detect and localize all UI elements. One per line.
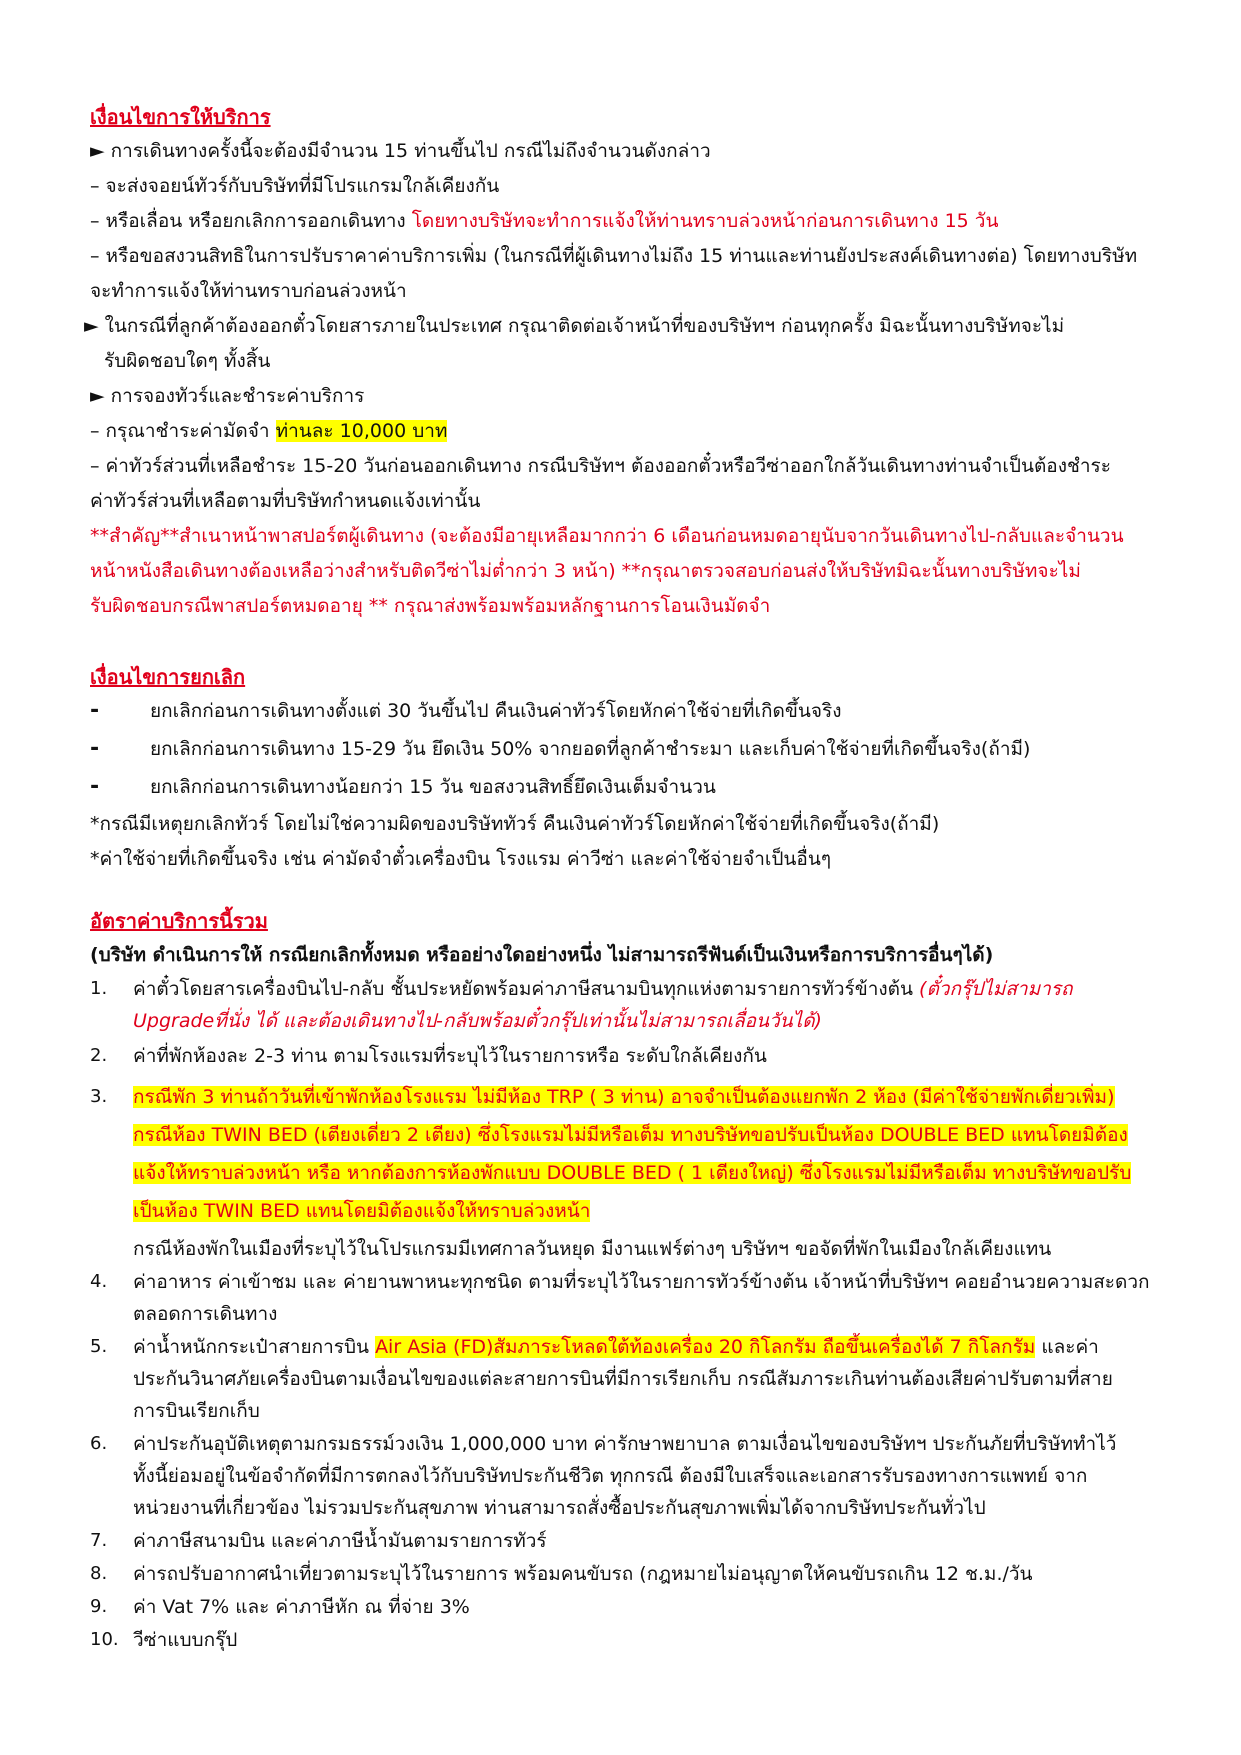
rates-item-3d-text: เป็นห้อง TWIN BED แทนโดยมิต้องแจ้งให้ทราบล่วงหน้า — [133, 1200, 591, 1222]
deposit-amount: ท่านละ 10,000 บาท — [275, 420, 448, 442]
rates-num-6: 6. — [90, 1433, 108, 1454]
rates-item-3b — [133, 1119, 1128, 1151]
rates-item-4b: ตลอดการเดินทาง — [133, 1303, 278, 1325]
rates-item-5a-text: ค่าน้ำหนักกระเป๋าสายการบิน — [133, 1336, 376, 1358]
rates-item-2: ค่าที่พักห้องละ 2-3 ท่าน ตามโรงแรมที่ระบุไว้ในรายการหรือ ระดับใกล้เคียงกัน — [133, 1045, 767, 1067]
rates-num-3: 3. — [90, 1086, 108, 1107]
rates-item-3b-text: กรณีห้อง TWIN BED (เตียงเดี่ยว 2 เตียง) ซึ่งโรงแรมไม่มีหรือเต็ม ทางบริษัทขอปรับเป็นห้อง DOUBLE BED แทนโดยมิต้อง — [133, 1124, 1128, 1146]
rates-num-7: 7. — [90, 1530, 108, 1551]
rates-item-5c: ประกันวินาศภัยเครื่องบินตามเงื่อนไขของแต่ละสายการบินที่มีการเรียกเก็บ กรณีสัมภาระเกินท่านต้องเสียค่าปรับตามที่สาย — [133, 1368, 1113, 1390]
cancel-heading: เงื่อนไขการยกเลิก — [90, 665, 246, 689]
service-line-3 — [90, 204, 1170, 238]
important-line-2: หน้าหนังสือเดินทางต้องเหลือว่างสำหรับติดวีซ่าไม่ต่ำกว่า 3 หน้า) **กรุณาตรวจสอบก่อนส่งให้บริษัทมิฉะนั้นทางบริษัทจะไม่ — [90, 560, 1081, 582]
rates-item-6c: หน่วยงานที่เกี่ยวข้อง ไม่รวมประกันสุขภาพ ท่านสามารถสั่งซื้อประกันสุขภาพเพิ่มได้จากบริษัทประกันทั่วไป — [133, 1497, 986, 1519]
service-line-9 — [90, 414, 1170, 448]
rates-item-5a-tail: และค่า — [1035, 1336, 1099, 1358]
rates-subheading: (บริษัท ดำเนินการให้ กรณียกเลิกทั้งหมด หรืออย่างใดอย่างหนึ่ง ไม่สามารถรีฟันด์เป็นเงินหรือการบริการอื่นๆได้) — [90, 944, 994, 966]
service-line-5: จะทำการแจ้งให้ท่านทราบก่อนล่วงหน้า — [90, 280, 407, 302]
service-line-10: – ค่าทัวร์ส่วนที่เหลือชำระ 15-20 วันก่อนออกเดินทาง กรณีบริษัทฯ ต้องออกตั๋วหรือวีซ่าออกใกล้วันเดินทางท่านจำเป็นต้องชำระ — [90, 455, 1111, 477]
service-line-1: ► การเดินทางครั้งนี้จะต้องมีจำนวน 15 ท่านขึ้นไป กรณีไม่ถึงจำนวนดังกล่าว — [90, 140, 711, 162]
service-line-2: – จะส่งจอยน์ทัวร์กับบริษัทที่มีโปรแกรมใกล้เคียงกัน — [90, 175, 500, 197]
service-line-11: ค่าทัวร์ส่วนที่เหลือตามที่บริษัทกำหนดแจ้งเท่านั้น — [90, 490, 481, 512]
rates-num-8: 8. — [90, 1563, 108, 1584]
rates-num-1: 1. — [90, 978, 108, 999]
rates-item-10: วีซ่าแบบกรุ๊ป — [133, 1629, 238, 1651]
rates-item-3e: กรณีห้องพักในเมืองที่ระบุไว้ในโปรแกรมมีเทศกาลวันหยุด มีงานแฟร์ต่างๆ บริษัทฯ ขอจัดที่พักในเมืองใกล้เคียงแทน — [133, 1238, 1052, 1260]
cancel-dash-3: - — [90, 774, 100, 799]
rates-item-3c — [133, 1157, 1131, 1189]
rates-item-3c-text: แจ้งให้ทราบล่วงหน้า หรือ หากต้องการห้องพักแบบ DOUBLE BED ( 1 เตียงใหญ่) ซึ่งโรงแรมไม่มีหรือเต็ม ทางบริษัทขอปรับ — [133, 1162, 1132, 1184]
service-line-6: ► ในกรณีที่ลูกค้าต้องออกตั๋วโดยสารภายในประเทศ กรุณาติดต่อเจ้าหน้าที่ของบริษัทฯ ก่อนทุกครั้ง มิฉะนั้นทางบริษัทจะไม่ — [84, 315, 1065, 337]
rates-item-8: ค่ารถปรับอากาศนำเที่ยวตามระบุไว้ในรายการ พร้อมคนขับรถ (กฎหมายไม่อนุญาตให้คนขับรถเกิน 12 ช.ม./วัน — [133, 1563, 1033, 1585]
rates-num-4: 4. — [90, 1271, 108, 1292]
cancel-item-1: ยกเลิกก่อนการเดินทางตั้งแต่ 30 วันขึ้นไป คืนเงินค่าทัวร์โดยหักค่าใช้จ่ายที่เกิดขึ้นจริง — [150, 700, 842, 722]
rates-item-5d: การบินเรียกเก็บ — [133, 1400, 260, 1422]
rates-item-6a: ค่าประกันอุบัติเหตุตามกรมธรรม์วงเงิน 1,000,000 บาท ค่ารักษาพยาบาล ตามเงื่อนไขของบริษัทฯ ประกันภัยที่บริษัททำไว้ — [133, 1433, 1117, 1455]
cancel-dash-1: - — [90, 698, 100, 723]
rates-num-5: 5. — [90, 1336, 108, 1357]
rates-item-3a-text: กรณีพัก 3 ท่านถ้าวันที่เข้าพักห้องโรงแรม ไม่มีห้อง TRP ( 3 ท่าน) อาจจำเป็นต้องแยกพัก 2 ห้อง (มีค่าใช้จ่ายพักเดี่ยวเพิ่ม) — [133, 1086, 1115, 1108]
rates-item-1-note: (ตั๋วกรุ๊ปไม่สามารถ — [919, 978, 1073, 1000]
rates-num-2: 2. — [90, 1045, 108, 1066]
rates-num-9: 9. — [90, 1596, 108, 1617]
cancel-dash-2: - — [90, 736, 100, 761]
service-line-3-notice: โดยทางบริษัทจะทำการแจ้งให้ท่านทราบล่วงหน้าก่อนการเดินทาง 15 วัน — [411, 210, 999, 232]
rates-heading: อัตราค่าบริการนี้รวม — [90, 909, 268, 933]
cancel-note-2: *ค่าใช้จ่ายที่เกิดขึ้นจริง เช่น ค่ามัดจำตั๋วเครื่องบิน โรงแรม ค่าวีซ่า และค่าใช้จ่ายจำเป็นอื่นๆ — [90, 848, 832, 870]
rates-item-1 — [133, 973, 1073, 1005]
baggage-allowance: Air Asia (FD)สัมภาระโหลดใต้ท้องเครื่อง 20 กิโลกรัม ถือขึ้นเครื่องได้ 7 กิโลกรัม — [375, 1336, 1036, 1358]
rates-item-6b: ทั้งนี้ย่อมอยู่ในข้อจำกัดที่มีการตกลงไว้กับบริษัทประกันชีวิต ทุกกรณี ต้องมีใบเสร็จและเอกสารรับรองทางการแพทย์ จาก — [133, 1465, 1088, 1487]
cancel-item-2: ยกเลิกก่อนการเดินทาง 15-29 วัน ยึดเงิน 50% จากยอดที่ลูกค้าชำระมา และเก็บค่าใช้จ่ายที่เกิดขึ้นจริง(ถ้ามี) — [150, 738, 1031, 760]
rates-item-1-cont: Upgradeที่นั่ง ได้ และต้องเดินทางไป-กลับพร้อมตั๋วกรุ๊ปเท่านั้นไม่สามารถเลื่อนวันได้) — [133, 1010, 822, 1032]
rates-item-1a: ค่าตั๋วโดยสารเครื่องบินไป-กลับ ชั้นประหยัดพร้อมค่าภาษีสนามบินทุกแห่งตามรายการทัวร์ข้างต้น — [133, 978, 920, 1000]
rates-item-3d — [133, 1195, 590, 1227]
service-line-4: – หรือขอสงวนสิทธิในการปรับราคาค่าบริการเพิ่ม (ในกรณีที่ผู้เดินทางไม่ถึง 15 ท่านและท่านยังประสงค์เดินทางต่อ) โดยทางบริษัท — [90, 245, 1138, 267]
important-line-1: **สำคัญ**สำเนาหน้าพาสปอร์ตผู้เดินทาง (จะต้องมีอายุเหลือมากกว่า 6 เดือนก่อนหมดอายุนับจากวันเดินทางไป-กลับและจำนวน — [90, 525, 1124, 547]
rates-item-9: ค่า Vat 7% และ ค่าภาษีหัก ณ ที่จ่าย 3% — [133, 1596, 470, 1618]
rates-item-3a — [133, 1081, 1115, 1113]
rates-num-10: 10. — [90, 1629, 119, 1650]
important-line-3: รับผิดชอบกรณีพาสปอร์ตหมดอายุ ** กรุณาส่งพร้อมพร้อมหลักฐานการโอนเงินมัดจำ — [90, 595, 771, 617]
rates-item-4a: ค่าอาหาร ค่าเข้าชม และ ค่ายานพาหนะทุกชนิด ตามที่ระบุไว้ในรายการทัวร์ข้างต้น เจ้าหน้าที่บริษัทฯ คอยอำนวยความสะดวก — [133, 1271, 1150, 1293]
cancel-note-1: *กรณีมีเหตุยกเลิกทัวร์ โดยไม่ใช่ความผิดของบริษัททัวร์ คืนเงินค่าทัวร์โดยหักค่าใช้จ่ายที่เกิดขึ้นจริง(ถ้ามี) — [90, 813, 940, 835]
rates-item-5a — [133, 1331, 1099, 1363]
service-line-7: รับผิดชอบใดๆ ทั้งสิ้น — [104, 350, 271, 372]
cancel-item-3: ยกเลิกก่อนการเดินทางน้อยกว่า 15 วัน ขอสงวนสิทธิ์ยึดเงินเต็มจำนวน — [150, 776, 716, 798]
service-line-8: ► การจองทัวร์และชำระค่าบริการ — [90, 385, 365, 407]
deposit-label: – กรุณาชำระค่ามัดจำ — [90, 420, 276, 442]
service-heading: เงื่อนไขการให้บริการ — [90, 105, 271, 129]
service-line-3a: – หรือเลื่อน หรือยกเลิกการออกเดินทาง — [90, 210, 412, 232]
rates-item-7: ค่าภาษีสนามบิน และค่าภาษีน้ำมันตามรายการทัวร์ — [133, 1530, 547, 1552]
